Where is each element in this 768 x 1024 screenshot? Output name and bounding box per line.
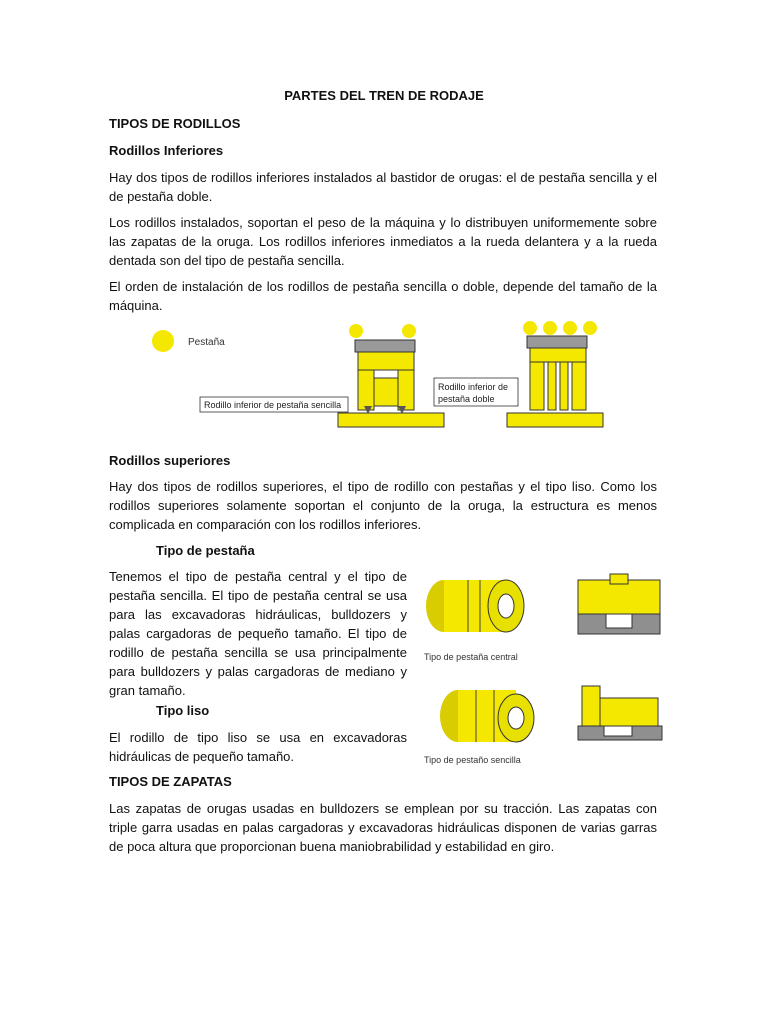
- label-double-flange-line1: Rodillo inferior de: [438, 382, 509, 392]
- roller-central-flange-section: [578, 574, 660, 634]
- figure-rodillo-doble: [432, 318, 607, 442]
- subheading-tipo-liso: Tipo liso: [156, 703, 210, 718]
- legend-flange-label: Pestaña: [188, 337, 225, 348]
- paragraph-inferiores-intro: Hay dos tipos de rodillos inferiores instalados al bastidor de orugas: el de pestaña sencilla y el de pestaña doble.: [109, 170, 657, 204]
- roller-single-flange-diagram: [338, 324, 444, 427]
- paragraph-superiores: Hay dos tipos de rodillos superiores, el tipo de rodillo con pestañas y el tipo liso. Como los rodillos superiores solamente soportan el conjunto de la oruga, la estructura es menos complicada en comparación con los rodillos inferiores.: [109, 479, 657, 532]
- subheading-rodillos-inferiores: Rodillos Inferiores: [109, 143, 224, 158]
- page-title: PARTES DEL TREN DE RODAJE: [284, 88, 484, 103]
- roller-single-flange-section: [578, 686, 662, 740]
- caption-central-flange: Tipo de pestaña central: [424, 652, 518, 662]
- paragraph-orden-instalacion: El orden de instalación de los rodillos de pestaña sencilla o doble, depende del tamaño de la máquina.: [109, 279, 657, 313]
- legend-flange-dot: [152, 330, 174, 352]
- figure-rodillos-superiores: [418, 568, 668, 773]
- paragraph-tipo-pestana: Tenemos el tipo de pestaña central y el tipo de pestaña sencilla. El tipo de pestaña central se usa para las excavadoras hidráulicas, bulldozers y palas cargadoras de pequeño tamaño. El tipo de rodillo de pestaña sencilla se usa principalmente para bulldozers y palas cargadoras de mediano y gran tamaño.: [109, 569, 407, 698]
- paragraph-tipo-liso: El rodillo de tipo liso se usa en excavadoras hidráulicas de pequeño tamaño.: [109, 730, 407, 764]
- label-single-flange: Rodillo inferior de pestaña sencilla: [204, 400, 342, 410]
- caption-single-flange: Tipo de pestaño sencilla: [424, 755, 521, 765]
- roller-double-flange-diagram: [507, 321, 603, 427]
- label-double-flange-line2: pestaña doble: [438, 394, 495, 404]
- subheading-rodillos-superiores: Rodillos superiores: [109, 453, 231, 468]
- figure-rodillos-inferiores: [140, 318, 450, 442]
- paragraph-inferiores-peso: Los rodillos instalados, soportan el peso de la máquina y lo distribuyen uniformemente sobre las zapatas de la oruga. Los rodillos inferiores inmediatos a la rueda delantera y a la rueda dentada son del tipo de pestaña sencilla.: [109, 215, 657, 268]
- roller-central-flange-3d: [426, 580, 524, 632]
- subheading-tipo-pestana: Tipo de pestaña: [156, 543, 255, 558]
- roller-single-flange-3d: [440, 690, 534, 742]
- section-heading-zapatas: TIPOS DE ZAPATAS: [109, 774, 232, 789]
- section-heading-rodillos: TIPOS DE RODILLOS: [109, 116, 241, 131]
- paragraph-zapatas: Las zapatas de orugas usadas en bulldozers se emplean por su tracción. Las zapatas con triple garra usadas en palas cargadoras y excavadoras hidráulicas disponen de varias garras de poca altura que proporcionan buena maniobrabilidad y estabilidad en giro.: [109, 801, 657, 854]
